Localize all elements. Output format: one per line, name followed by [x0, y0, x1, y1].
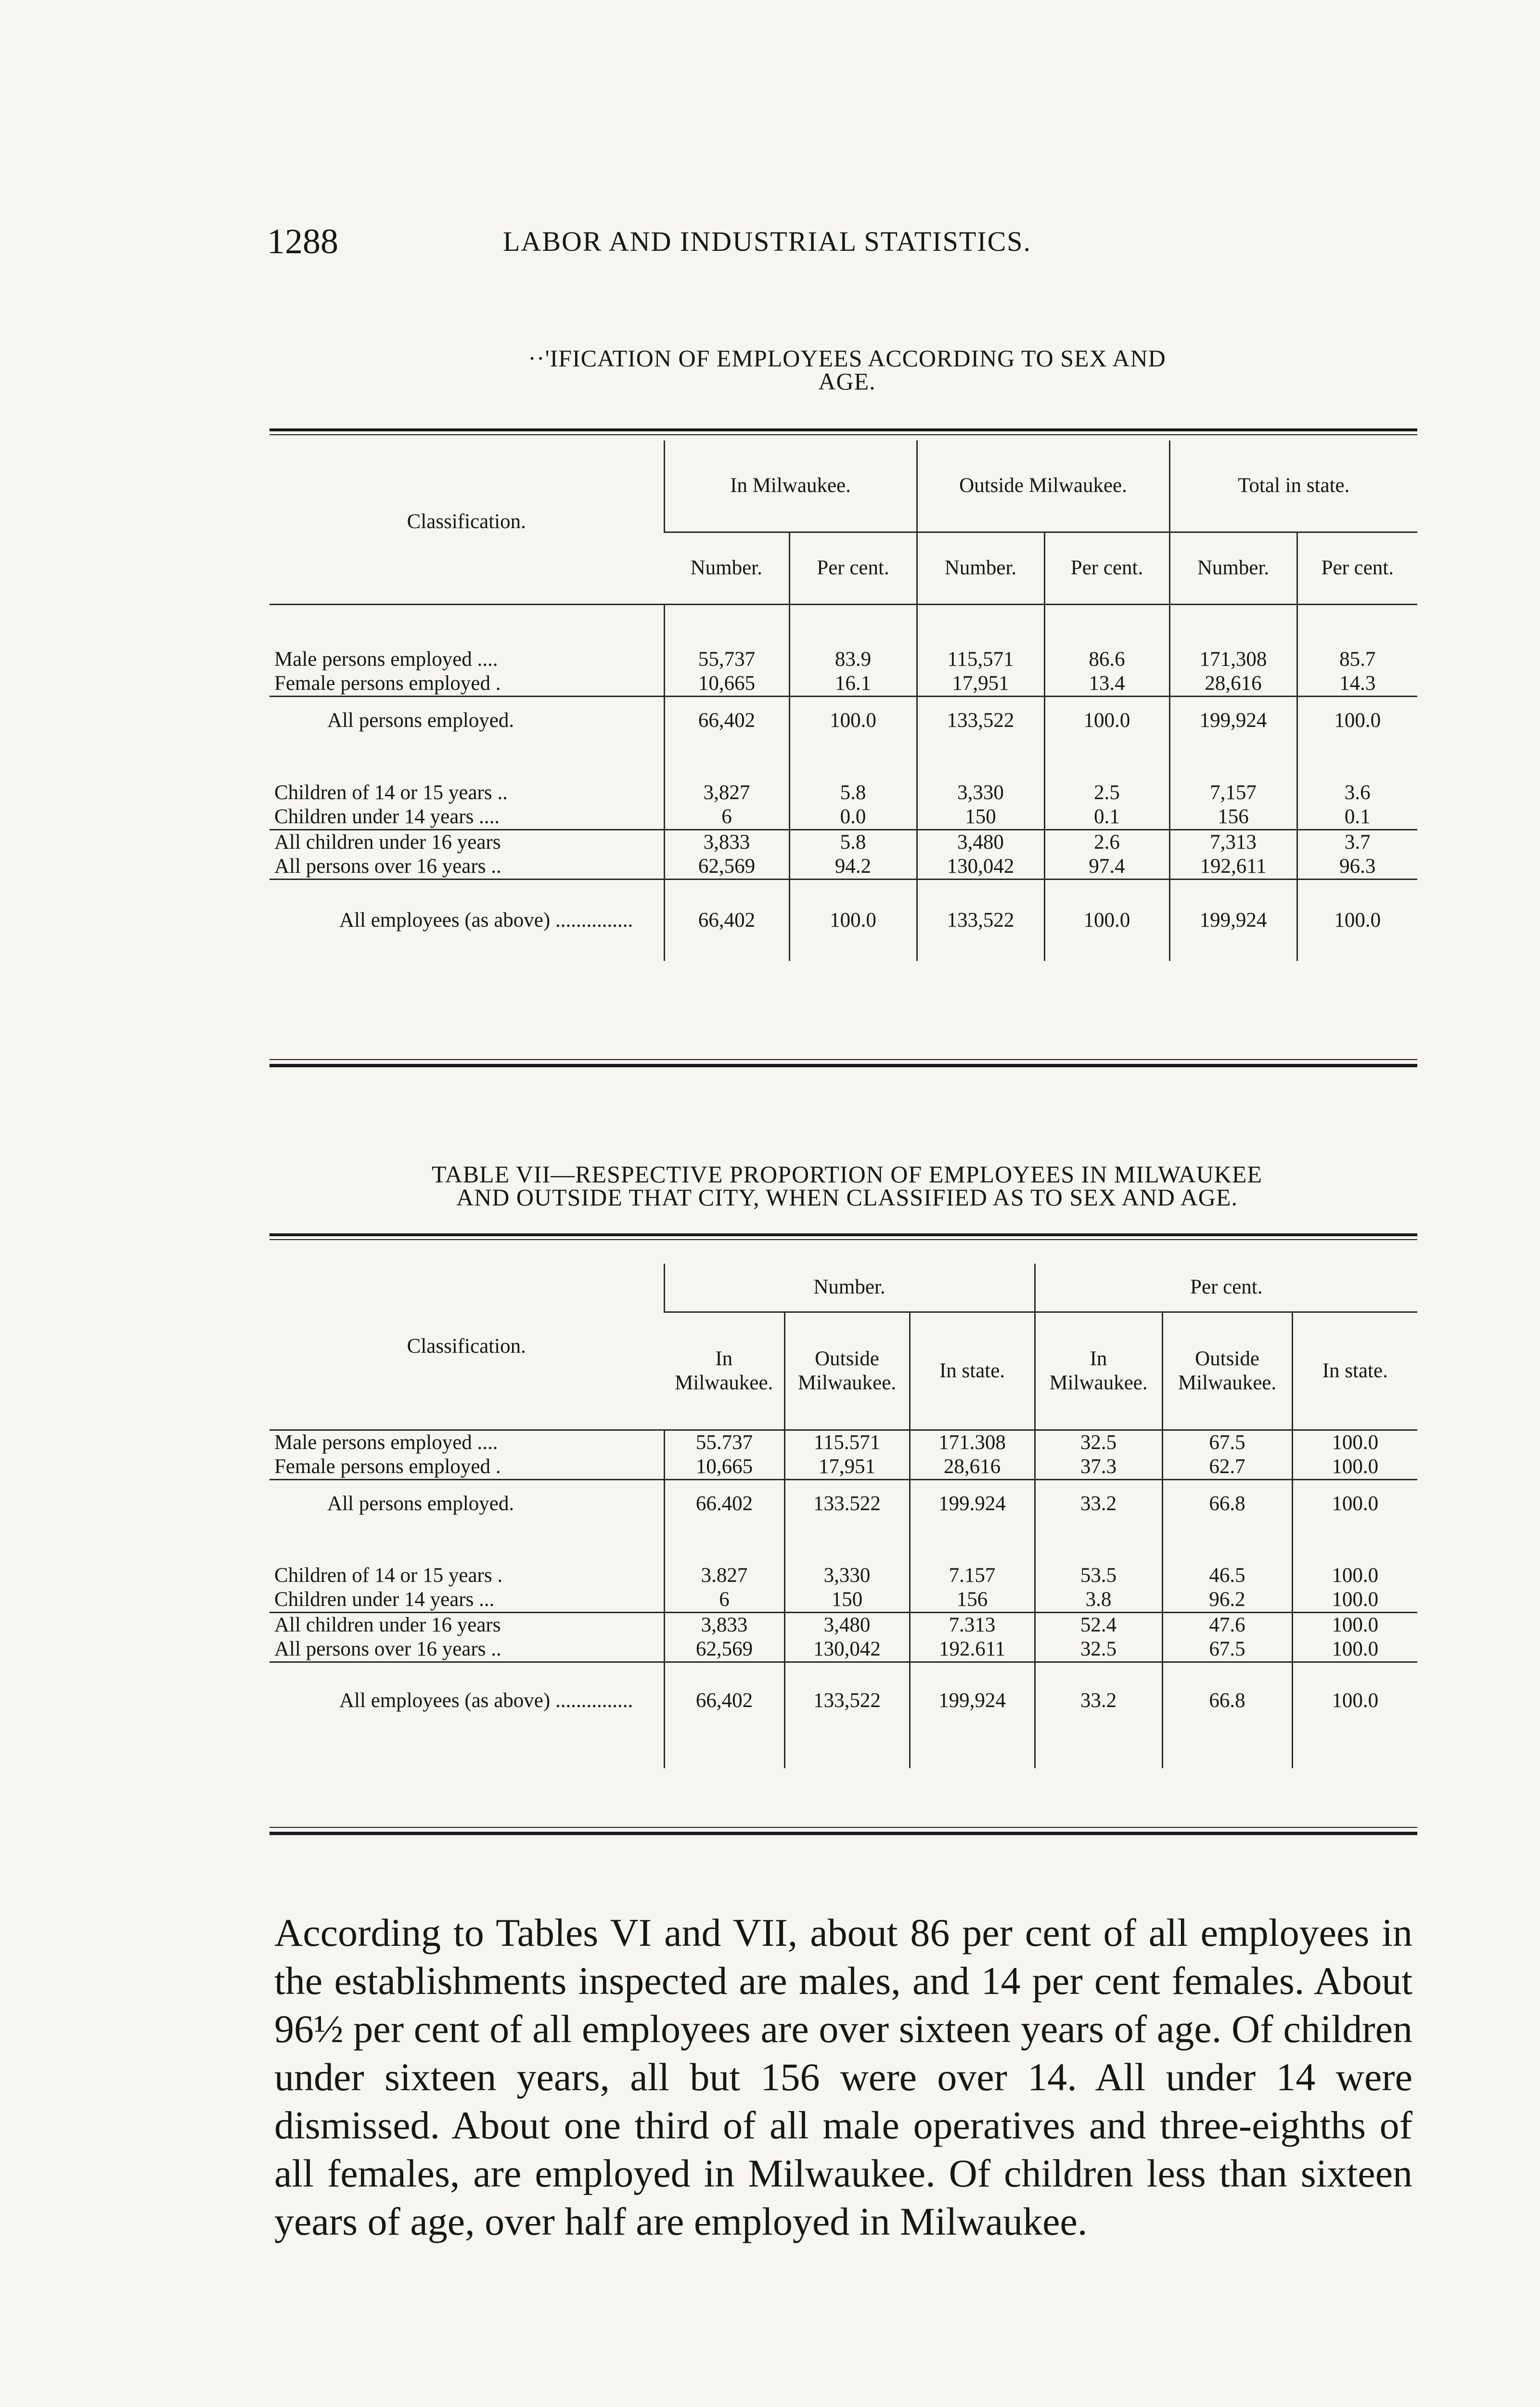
cell: 46.5	[1162, 1564, 1292, 1588]
table-vii-header-row	[270, 1264, 1417, 1312]
cell: 3.6	[1297, 781, 1417, 805]
table-vii-in-state-header: In state.	[1292, 1312, 1417, 1430]
table-row-spacer	[270, 604, 1417, 647]
cell: 7,313	[1169, 829, 1297, 854]
table-vi-title	[270, 347, 1424, 393]
table-vii-top-rule-thin	[270, 1239, 1417, 1240]
cell: 130,042	[784, 1637, 910, 1662]
body-paragraph: According to Tables VI and VII, about 86 per cent of all employees in the establishments inspected are males, and 14 per cent females. About 96½ per cent of all employees are over sixteen years of age. Of children under sixteen years, all but 156 were over 14. All under 14 were dismissed. About one third of all male operatives and three-eighths of all females, are employed in Milwaukee. Of children less than sixteen years of age, over half are employed in Milwaukee.	[274, 1911, 1412, 2243]
table-vi-bottom-rule	[270, 1064, 1417, 1067]
cell: 37.3	[1035, 1455, 1162, 1480]
row-label: Children under 14 years ...	[270, 1588, 664, 1613]
cell: 133,522	[917, 697, 1044, 745]
row-label: All employees (as above) ...............	[339, 908, 633, 932]
table-row	[270, 672, 1417, 697]
table-vii-in-milwaukee-header: In Milwaukee.	[1035, 1312, 1162, 1430]
cell: 100.0	[1044, 697, 1169, 745]
row-label: Female persons employed .	[270, 1455, 664, 1480]
table-vi-number-header: Number.	[917, 532, 1044, 604]
table-vi-percent-header: Per cent.	[789, 532, 917, 604]
cell: 199,924	[910, 1662, 1035, 1739]
cell: 2.5	[1044, 781, 1169, 805]
cell: 3,833	[664, 1613, 784, 1638]
cell: 28,616	[910, 1455, 1035, 1480]
cell: 0.1	[1297, 805, 1417, 830]
cell: 171.308	[910, 1430, 1035, 1455]
table-vii-in-state-header: In state.	[910, 1312, 1035, 1430]
cell: 2.6	[1044, 829, 1169, 854]
table-vii-outside-milwaukee-header: Outside Milwaukee.	[1162, 1312, 1292, 1430]
cell: 62,569	[664, 1637, 784, 1662]
cell: 150	[917, 805, 1044, 830]
table-vii-number-header: Number.	[664, 1264, 1035, 1312]
cell: 100.0	[1292, 1430, 1417, 1455]
cell: 100.0	[1292, 1613, 1417, 1638]
row-label: All persons over 16 years ..	[270, 1637, 664, 1662]
cell: 6	[664, 1588, 784, 1613]
table-vi-bottom-rule-thin	[270, 1059, 1417, 1060]
table-vi-title-line1: ··'IFICATION OF EMPLOYEES ACCORDING TO SEX AND	[528, 345, 1166, 372]
cell: 7.157	[910, 1564, 1035, 1588]
table-vii-title-line2: AND OUTSIDE THAT CITY, WHEN CLASSIFIED AS TO SEX AND AGE.	[456, 1184, 1238, 1211]
table-vi	[270, 440, 1417, 961]
cell: 133,522	[917, 879, 1044, 961]
cell: 3.827	[664, 1564, 784, 1588]
cell: 14.3	[1297, 672, 1417, 697]
cell: 33.2	[1035, 1662, 1162, 1739]
cell: 150	[784, 1588, 910, 1613]
table-row	[270, 781, 1417, 805]
table-vii	[270, 1264, 1417, 1768]
row-label: All children under 16 years	[274, 1614, 501, 1636]
cell: 86.6	[1044, 647, 1169, 672]
cell: 115.571	[784, 1430, 910, 1455]
cell: 5.8	[789, 781, 917, 805]
cell: 5.8	[789, 829, 917, 854]
row-label: Children of 14 or 15 years ..	[274, 781, 508, 804]
cell: 115,571	[917, 647, 1044, 672]
cell: 100.0	[1044, 879, 1169, 961]
cell: 100.0	[1292, 1588, 1417, 1613]
cell: 199.924	[910, 1479, 1035, 1527]
cell: 32.5	[1035, 1430, 1162, 1455]
cell: 3,330	[917, 781, 1044, 805]
cell: 3,330	[784, 1564, 910, 1588]
table-vi-percent-header: Per cent.	[1297, 532, 1417, 604]
table-vii-title	[270, 1163, 1424, 1209]
row-label: Male persons employed ....	[274, 1431, 498, 1454]
cell: 3,827	[664, 781, 789, 805]
cell: 0.0	[789, 805, 917, 830]
cell: 28,616	[1169, 672, 1297, 697]
cell: 6	[664, 805, 789, 830]
cell: 156	[1169, 805, 1297, 830]
cell: 33.2	[1035, 1479, 1162, 1527]
cell: 0.1	[1044, 805, 1169, 830]
table-vi-top-rule-thin	[270, 434, 1417, 435]
cell: 10,665	[664, 672, 789, 697]
table-row-spacer	[270, 1527, 1417, 1564]
table-vii-outside-milwaukee-header: Outside Milwaukee.	[784, 1312, 910, 1430]
running-title: LABOR AND INDUSTRIAL STATISTICS.	[503, 226, 1032, 257]
table-vi-classification-header: Classification.	[270, 440, 664, 604]
cell: 100.0	[1292, 1662, 1417, 1739]
page-number: 1288	[267, 222, 338, 261]
cell: 94.2	[789, 854, 917, 880]
cell: 10,665	[664, 1455, 784, 1480]
cell: 199,924	[1169, 879, 1297, 961]
cell: 96.2	[1162, 1588, 1292, 1613]
table-vi-number-header: Number.	[664, 532, 789, 604]
cell: 52.4	[1035, 1613, 1162, 1638]
cell: 7.313	[910, 1613, 1035, 1638]
table-row	[270, 854, 1417, 880]
row-label: All persons over 16 years ..	[270, 854, 664, 880]
table-row	[270, 1564, 1417, 1588]
table-vi-title-line2: AGE.	[818, 368, 876, 395]
table-row	[270, 1588, 1417, 1613]
cell: 67.5	[1162, 1637, 1292, 1662]
cell: 97.4	[1044, 854, 1169, 880]
cell: 3.7	[1297, 829, 1417, 854]
row-label: All persons employed.	[327, 1492, 514, 1515]
table-row	[270, 1430, 1417, 1455]
cell: 66,402	[664, 1662, 784, 1739]
cell: 3,480	[784, 1613, 910, 1638]
cell: 100.0	[789, 879, 917, 961]
table-row-spacer	[270, 745, 1417, 781]
cell: 100.0	[1292, 1637, 1417, 1662]
cell: 100.0	[1297, 879, 1417, 961]
table-vii-in-milwaukee-header: In Milwaukee.	[664, 1312, 784, 1430]
cell: 16.1	[789, 672, 917, 697]
cell: 156	[910, 1588, 1035, 1613]
cell: 53.5	[1035, 1564, 1162, 1588]
cell: 62,569	[664, 854, 789, 880]
table-vi-top-rule	[270, 428, 1417, 431]
cell: 32.5	[1035, 1637, 1162, 1662]
table-row	[270, 697, 1417, 745]
table-vi-number-header: Number.	[1169, 532, 1297, 604]
cell: 3,480	[917, 829, 1044, 854]
cell: 100.0	[1292, 1455, 1417, 1480]
table-row	[270, 1613, 1417, 1638]
row-label: Male persons employed ....	[274, 648, 498, 671]
cell: 55,737	[664, 647, 789, 672]
row-label: Children of 14 or 15 years .	[274, 1564, 503, 1587]
cell: 100.0	[789, 697, 917, 745]
cell: 62.7	[1162, 1455, 1292, 1480]
table-row	[270, 879, 1417, 961]
cell: 66.402	[664, 1479, 784, 1527]
cell: 17,951	[784, 1455, 910, 1480]
table-row	[270, 805, 1417, 830]
cell: 100.0	[1292, 1564, 1417, 1588]
cell: 66.8	[1162, 1662, 1292, 1739]
cell: 7,157	[1169, 781, 1297, 805]
cell: 100.0	[1292, 1479, 1417, 1527]
table-vii-title-line1: TABLE VII—RESPECTIVE PROPORTION OF EMPLOYEES IN MILWAUKEE	[432, 1161, 1262, 1188]
cell: 199,924	[1169, 697, 1297, 745]
cell: 171,308	[1169, 647, 1297, 672]
table-row	[270, 1455, 1417, 1480]
cell: 192.611	[910, 1637, 1035, 1662]
table-vi-header-row	[270, 440, 1417, 532]
table-vii-bottom-rule-thin	[270, 1827, 1417, 1828]
table-vii-classification-header: Classification.	[270, 1264, 664, 1430]
table-row	[270, 1662, 1417, 1739]
table-row	[270, 1637, 1417, 1662]
cell: 17,951	[917, 672, 1044, 697]
cell: 55.737	[664, 1430, 784, 1455]
table-row-spacer	[270, 1739, 1417, 1768]
cell: 133.522	[784, 1479, 910, 1527]
table-vi-total-header: Total in state.	[1169, 440, 1417, 532]
cell: 66,402	[664, 697, 789, 745]
cell: 192,611	[1169, 854, 1297, 880]
table-row	[270, 647, 1417, 672]
row-label: All children under 16 years	[274, 830, 501, 854]
row-label: Female persons employed .	[270, 672, 664, 697]
cell: 85.7	[1297, 647, 1417, 672]
cell: 100.0	[1297, 697, 1417, 745]
table-vi-outside-milwaukee-header: Outside Milwaukee.	[917, 440, 1169, 532]
row-label: Children under 14 years ....	[270, 805, 664, 830]
table-row	[270, 829, 1417, 854]
cell: 3.8	[1035, 1588, 1162, 1613]
cell: 66.8	[1162, 1479, 1292, 1527]
cell: 96.3	[1297, 854, 1417, 880]
row-label: All employees (as above) ...............	[339, 1689, 633, 1712]
table-row	[270, 1479, 1417, 1527]
table-vii-bottom-rule	[270, 1832, 1417, 1835]
cell: 13.4	[1044, 672, 1169, 697]
cell: 67.5	[1162, 1430, 1292, 1455]
cell: 133,522	[784, 1662, 910, 1739]
running-head	[267, 221, 1422, 260]
cell: 130,042	[917, 854, 1044, 880]
cell: 66,402	[664, 879, 789, 961]
table-vi-in-milwaukee-header: In Milwaukee.	[664, 440, 917, 532]
cell: 83.9	[789, 647, 917, 672]
table-vii-percent-header: Per cent.	[1035, 1264, 1417, 1312]
row-label: All persons employed.	[327, 709, 514, 732]
table-vi-percent-header: Per cent.	[1044, 532, 1169, 604]
cell: 3,833	[664, 829, 789, 854]
cell: 47.6	[1162, 1613, 1292, 1638]
table-vii-top-rule	[270, 1233, 1417, 1236]
